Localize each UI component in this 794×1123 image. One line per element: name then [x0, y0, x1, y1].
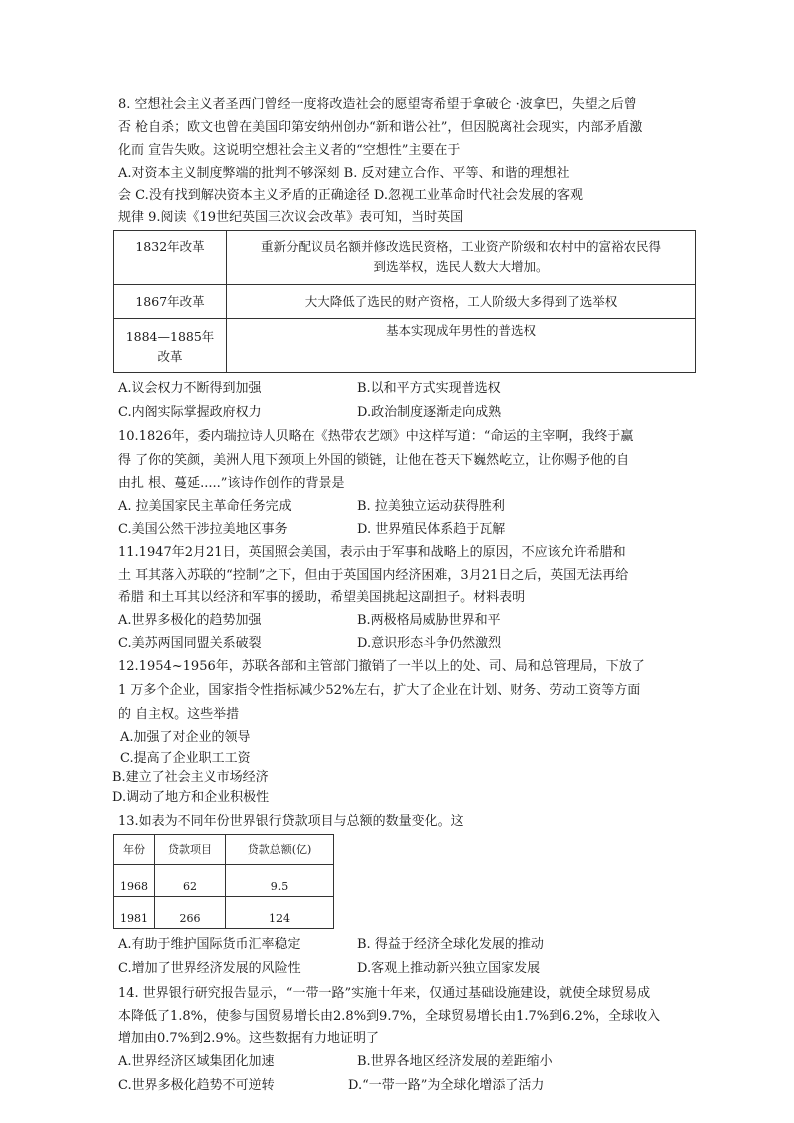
reform-content-line: 到选举权，选民人数大大增加。	[373, 259, 549, 274]
q12-line-1: 12.1954~1956年，苏联各部和主管部门撤销了一半以上的处、司、局和总管理局，下放了	[118, 659, 645, 674]
q11-option-b: B.两极格局威胁世界和平	[357, 613, 501, 628]
q10-line-3: 由扎 根、蔓延.....”该诗作创作的背景是	[118, 476, 345, 491]
q12-option-b: B.建立了社会主义市场经济	[112, 770, 269, 785]
q11-line-1: 11.1947年2月21日，英国照会美国，表示由于军事和战略上的原因，不应该允许希腊和	[118, 545, 626, 560]
table-row	[114, 231, 696, 285]
reform-content	[227, 231, 696, 285]
reform-year: 1867年改革	[114, 285, 227, 319]
q11-option-d: D.意识形态斗争仍然激烈	[357, 636, 502, 651]
q8-line-6: 规律 9.阅读《19世纪英国三次议会改革》表可知，当时英国	[118, 210, 464, 225]
q8-line-3: 化而 宣告失败。这说明空想社会主义者的“空想性”主要在于	[118, 143, 461, 158]
q8-line-1: 8. 空想社会主义者圣西门曾经一度将改造社会的愿望寄希望于拿破仑 ·波拿巴，失望之后曾	[118, 97, 637, 112]
q12-line-3: 的 自主权。这些举措	[118, 707, 240, 722]
q9-option-b: B.以和平方式实现普选权	[357, 381, 501, 396]
q8-line-5: 会 C.没有找到解决资本主义矛盾的正确途径 D.忽视工业革命时代社会发展的客观	[118, 188, 583, 203]
cell-loan-projects: 266	[155, 897, 226, 929]
q13-option-d: D.客观上推动新兴独立国家发展	[357, 961, 541, 976]
q13-option-a: A.有助于维护国际货币汇率稳定	[118, 937, 301, 952]
q9-option-a: A.议会权力不断得到加强	[118, 381, 262, 396]
q10-option-b: B. 拉美独立运动获得胜利	[357, 499, 505, 514]
q14-line-3: 增加由0.7%到2.9%。这些数据有力地证明了	[118, 1031, 380, 1046]
q11-option-a: A.世界多极化的趋势加强	[118, 613, 262, 628]
header-loan-total: 贷款总额(亿)	[226, 835, 334, 865]
reform-year-line: 改革	[157, 349, 183, 364]
q13-option-b: B. 得益于经济全球化发展的推动	[357, 937, 544, 952]
table-row	[114, 285, 696, 319]
q8-line-2: 否 枪自杀；欧文也曾在美国印第安纳州创办“新和谐公社”，但因脱离社会现实，内部矛盾激	[118, 120, 643, 135]
reform-year	[114, 319, 227, 373]
q14-option-d: D.“一带一路”为全球化增添了活力	[348, 1078, 545, 1093]
q12-line-2: 1 万多个企业，国家指令性指标减少52%左右，扩大了企业在计划、财务、劳动工资等方面	[118, 683, 641, 698]
q8-line-4: A.对资本主义制度弊端的批判不够深刻 B. 反对建立合作、平等、和谐的理想社	[118, 166, 570, 181]
table-row	[114, 897, 334, 929]
reform-table	[113, 230, 696, 373]
q11-line-2: 土 耳其落入苏联的“控制”之下，但由于英国国内经济困难，3月21日之后，英国无法再给	[118, 568, 629, 583]
q14-option-a: A.世界经济区域集团化加速	[118, 1054, 275, 1069]
cell-year: 1968	[114, 865, 155, 897]
q14-line-1: 14. 世界银行研究报告显示，“一带一路”实施十年来，仅通过基础设施建设，就使全球贸易成	[118, 986, 651, 1001]
q10-line-2: 得 了你的笑颜，美洲人甩下颈项上外国的锁链，让他在苍天下巍然屹立，让你赐予他的自	[118, 453, 630, 468]
table-row	[114, 319, 696, 373]
q10-option-d: D. 世界殖民体系趋于瓦解	[357, 522, 506, 537]
cell-loan-total: 9.5	[226, 865, 334, 897]
q14-option-b: B.世界各地区经济发展的差距缩小	[357, 1054, 553, 1069]
q13-option-c: C.增加了世界经济发展的风险性	[118, 961, 301, 976]
header-year: 年份	[114, 835, 155, 865]
table-row	[114, 865, 334, 897]
q9-option-c: C.内阁实际掌握政府权力	[118, 405, 262, 420]
cell-loan-projects: 62	[155, 865, 226, 897]
q11-line-3: 希腊 和土耳其以经济和军事的援助，希望美国挑起这副担子。材料表明	[118, 590, 526, 605]
q10-line-1: 10.1826年，委内瑞拉诗人贝略在《热带农艺颂》中这样写道：“命运的主宰啊，我终于赢	[118, 429, 634, 444]
reform-year-line: 1884—1885年	[125, 329, 215, 344]
q13-line-1: 13.如表为不同年份世界银行贷款项目与总额的数量变化。这	[118, 814, 464, 829]
cell-year: 1981	[114, 897, 155, 929]
reform-content: 基本实现成年男性的普选权	[227, 319, 696, 373]
reform-content: 大大降低了选民的财产资格，工人阶级大多得到了选举权	[227, 285, 696, 319]
reform-content-line: 重新分配议员名额并修改选民资格，工业资产阶级和农村中的富裕农民得	[260, 239, 661, 254]
q10-option-c: C.美国公然干涉拉美地区事务	[118, 522, 288, 537]
q10-option-a: A. 拉美国家民主革命任务完成	[118, 499, 292, 514]
reform-year: 1832年改革	[114, 231, 227, 285]
loan-table	[113, 834, 334, 929]
q14-option-c: C.世界多极化趋势不可逆转	[118, 1078, 275, 1093]
q14-line-2: 本降低了1.8%，使参与国贸易增长由2.8%到9.7%，全球贸易增长由1.7%到6.2%，全球收入	[118, 1009, 661, 1024]
q12-option-a: A.加强了对企业的领导	[120, 730, 251, 745]
table-header-row	[114, 835, 334, 865]
q12-option-c: C.提高了企业职工工资	[120, 751, 251, 766]
q12-option-d: D.调动了地方和企业积极性	[112, 790, 270, 805]
header-loan-projects: 贷款项目	[155, 835, 226, 865]
cell-loan-total: 124	[226, 897, 334, 929]
q9-option-d: D.政治制度逐渐走向成熟	[357, 405, 502, 420]
q11-option-c: C.美苏两国同盟关系破裂	[118, 636, 262, 651]
